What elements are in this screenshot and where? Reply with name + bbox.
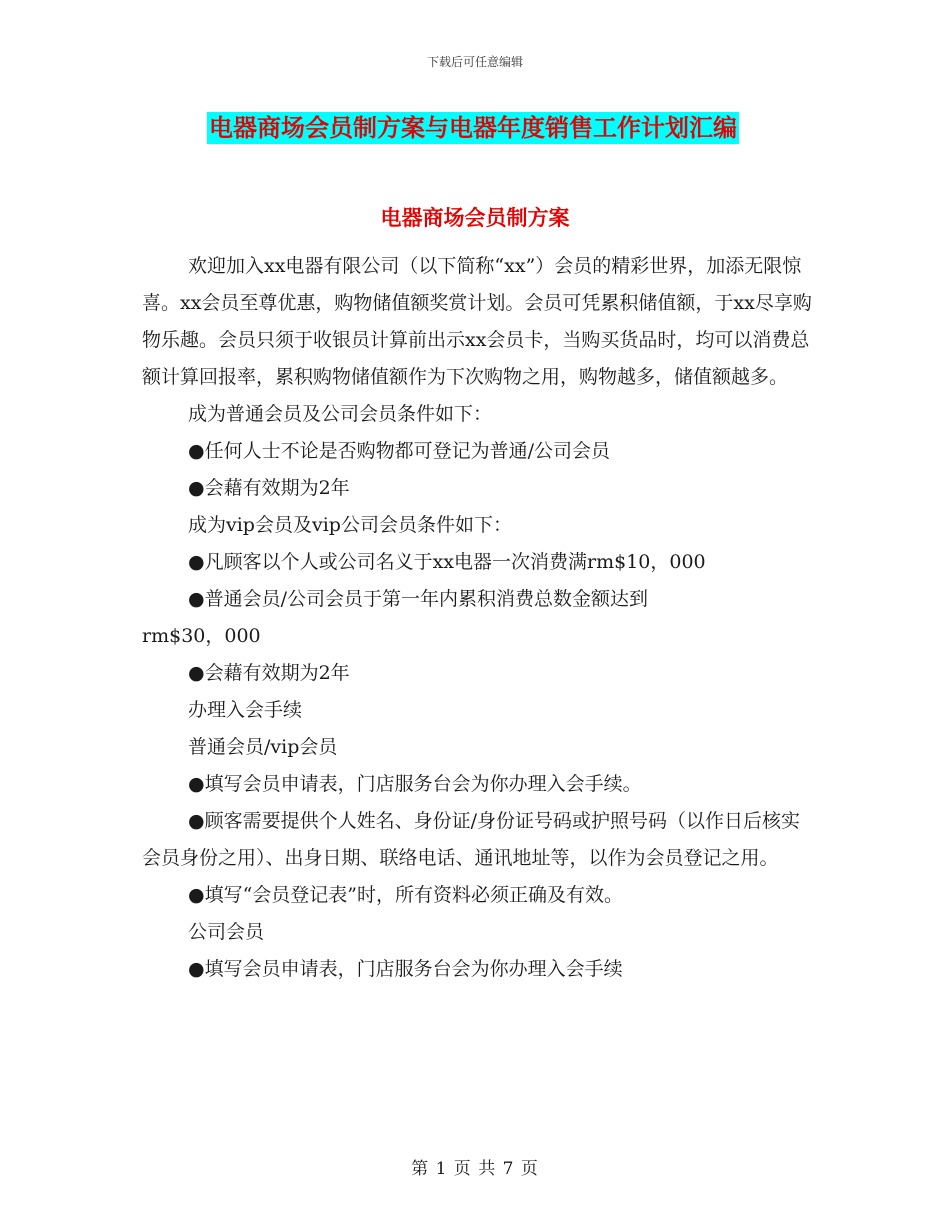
subheading: 普通会员/vip会员 [188,736,338,758]
bullet-item: ●凡顾客以个人或公司名义于xx电器一次消费满rm$10，000 [188,551,706,573]
document-title: 电器商场会员制方案与电器年度销售工作计划汇编 [209,113,737,142]
subheading: 办理入会手续 [188,699,303,721]
header-note: 下载后可任意编辑 [426,55,523,69]
bullet-item: ●会藉有效期为2年 [188,662,350,684]
bullet-item: ●填写会员申请表，门店服务台会为你办理入会手续 [188,958,623,980]
paragraph: 成为普通会员及公司会员条件如下： [188,403,493,425]
paragraph-intro: 欢迎加入xx电器有限公司（以下简称“xx”）会员的精彩世界，加添无限惊喜。xx会员至尊优惠，购物储值额奖赏计划。会员可凭累积储值额，于xx尽享购物乐趣。会员只须于收银员计算前出示xx会员卡，当购买货品时，均可以消费总额计算回报率，累积购物储值额作为下次购物之用，购物越多，储值额越多。 [142,255,812,388]
bullet-item: ●任何人士不论是否购物都可登记为普通/公司会员 [188,440,610,462]
document-body [142,248,812,988]
bullet-item: ●普通会员/公司会员于第一年内累积消费总数金额达到 [188,588,648,610]
paragraph-continuation: rm$30，000 [142,625,261,647]
page-footer: 第 1 页 共 7 页 [411,1159,539,1179]
subheading: 公司会员 [188,921,265,943]
section-title: 电器商场会员制方案 [380,205,570,230]
paragraph: 成为vip会员及vip公司会员条件如下： [188,514,512,536]
bullet-item: ●填写会员申请表，门店服务台会为你办理入会手续。 [188,773,642,795]
bullet-item: ●顾客需要提供个人姓名、身份证/身份证号码或护照号码（以作日后核实会员身份之用）、出身日期、联络电话、通讯地址等，以作为会员登记之用。 [142,810,800,869]
bullet-item: ●填写“会员登记表”时，所有资料必须正确及有效。 [188,884,624,906]
bullet-item: ●会藉有效期为2年 [188,477,350,499]
